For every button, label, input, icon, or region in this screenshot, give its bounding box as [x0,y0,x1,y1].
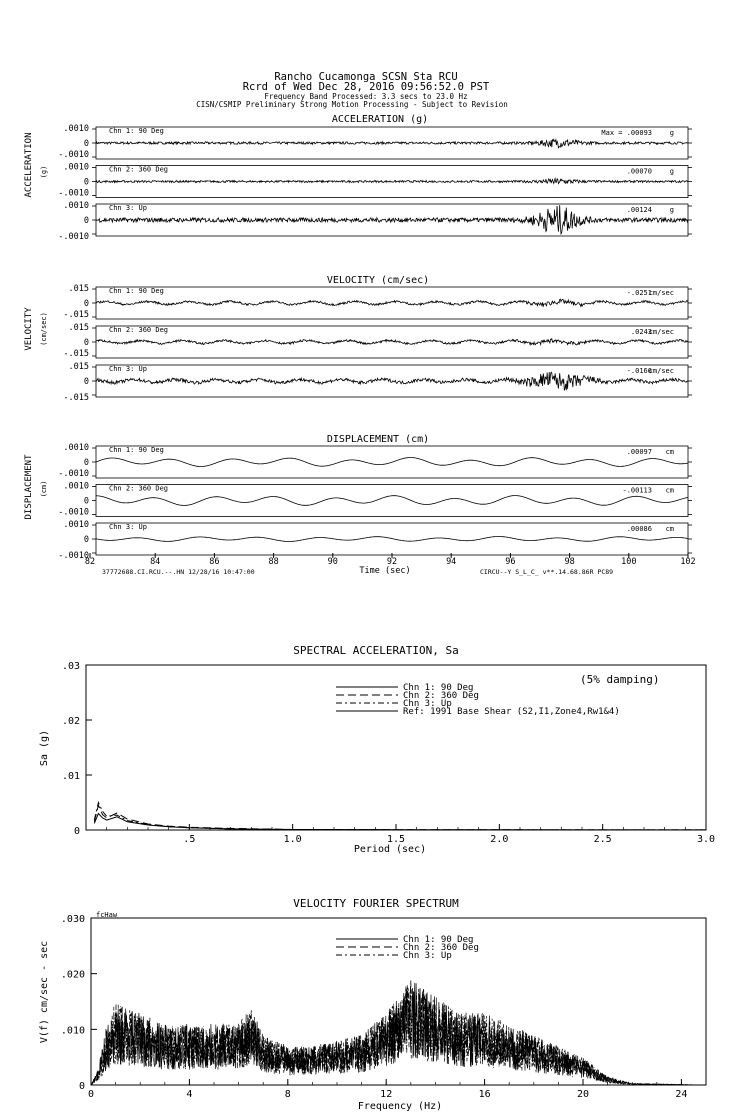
y-tick-label: -.0010 [58,551,89,561]
x-tick-label: 90 [327,557,338,567]
x-tick-label: 1.5 [386,834,406,845]
x-tick-label: 96 [505,557,516,567]
x-tick-label: 3.0 [696,834,716,845]
fourier-title: VELOCITY FOURIER SPECTRUM [293,897,459,910]
y-tick-label: -.015 [63,349,89,359]
y-tick-label: 0 [83,139,89,149]
x-tick-label: 86 [209,557,220,567]
sa-legend [336,683,620,717]
peak-unit: g [669,129,674,137]
y-tick-label: -.0010 [58,150,89,160]
legend-label: Chn 3: Up [403,951,452,961]
velocity-title: VELOCITY (cm/sec) [326,275,430,286]
channel-row [63,284,692,320]
channel-row [63,323,692,359]
peak-unit: g [669,167,674,176]
y-tick-label: .015 [68,362,89,372]
waveform-trace [96,205,688,234]
y-tick-label: .015 [68,323,89,333]
y-tick-label: -.0010 [58,469,89,479]
y-tick-label: .0010 [63,201,89,211]
y-tick-label: -.015 [63,393,89,403]
fourier-spectrum-chart [39,897,706,1112]
y-tick-label: .010 [60,1025,85,1037]
y-tick-label: 0 [83,535,89,545]
peak-unit: cm [665,448,674,456]
channel-name: Chn 1: 90 Deg [109,127,164,135]
channel-row [63,362,692,403]
x-tick-label: 16 [478,1089,491,1100]
waveform-trace [96,139,688,147]
channel-row [58,163,692,199]
velocity-channels [63,284,692,403]
velocity-yunit: (cm/sec) [40,312,48,346]
sa-series-line [94,805,706,830]
y-tick-label: .020 [60,969,85,981]
y-tick-label: .0010 [63,443,89,453]
legend-label: Ref: 1991 Base Shear (S2,I1,Zone4,Rw1&4) [403,707,620,717]
peak-value: -.0251 [626,289,652,297]
displacement-panel [24,434,696,576]
fourier-plot-frame [91,918,706,1085]
y-tick-label: 0 [83,177,89,188]
waveform-trace [96,372,688,391]
x-tick-label: 20 [576,1089,590,1100]
x-tick-label: 94 [446,557,457,567]
sa-ylabel: Sa (g) [39,729,50,767]
time-axis-label: Time (sec) [359,566,411,576]
y-tick-label: .0010 [63,162,89,173]
peak-unit: g [669,206,674,214]
fourier-corner-label: fcHaw [96,911,118,919]
fourier-legend [336,935,479,961]
y-tick-label: 0 [83,458,89,468]
legend-label: Chn 2: 360 Deg [403,943,479,953]
y-tick-label: .01 [61,771,80,782]
channel-frame [96,485,688,517]
channel-name: Chn 3: Up [109,204,147,212]
x-tick-label: 4 [186,1089,193,1100]
waveform-trace [96,339,688,345]
legend-label: Chn 2: 360 Deg [403,691,479,701]
velocity-ylabel: VELOCITY [24,307,34,351]
y-tick-label: 0 [78,1081,85,1092]
sa-title: SPECTRAL ACCELERATION, Sa [293,644,459,657]
acceleration-yunit: (g) [40,165,48,179]
channel-name: Chn 3: Up [109,365,147,373]
x-tick-label: 0 [87,1089,95,1100]
waveform-trace [96,299,688,306]
y-tick-label: 0 [83,377,89,387]
header-band: Frequency Band Processed: 3.3 secs to 23.0 Hz [264,92,468,101]
sa-damping-note: (5% damping) [580,673,660,686]
x-tick-label: 88 [268,557,279,567]
x-tick-label: 100 [621,557,637,567]
y-tick-label: .03 [61,661,80,672]
x-tick-label: 84 [150,557,161,567]
legend-label: Chn 1: 90 Deg [403,935,474,945]
fourier-curves [91,980,706,1085]
channel-name: Chn 1: 90 Deg [109,287,164,295]
y-tick-label: 0 [83,216,89,226]
channel-name: Chn 3: Up [109,523,147,531]
peak-value: .00086 [626,525,652,533]
header-record: Rcrd of Wed Dec 28, 2016 09:56:52.0 PST [242,81,490,93]
sa-curves [94,803,706,830]
peak-value: .0243 [630,328,652,336]
channel-frame [96,287,688,319]
peak-value: .00124 [626,206,652,214]
peak-value: .00097 [626,448,652,456]
y-tick-label: 0 [73,826,80,837]
y-tick-label: -.015 [63,310,89,320]
channel-row [58,124,692,160]
footer-right: CIRCU--Y S_L_C_ v**.14.68.86R PC89 [480,568,614,576]
channel-row [58,443,692,479]
peak-value: .00070 [626,167,652,176]
y-tick-label: .0010 [63,124,89,134]
peak-value: Max = .00093 [601,129,652,137]
x-tick-label: 1.0 [283,834,302,845]
sa-xlabel: Period (sec) [353,844,427,855]
acceleration-ylabel: ACCELERATION [24,132,34,198]
channel-frame [96,326,688,358]
sa-series-line [94,803,706,830]
header [196,71,508,109]
y-tick-label: -.0010 [58,507,89,518]
waveform-trace [96,537,688,542]
velocity-panel [24,275,692,403]
x-tick-label: 8 [284,1089,291,1100]
acceleration-channels [58,124,692,242]
x-tick-label: .5 [183,834,196,845]
channel-name: Chn 2: 360 Deg [109,326,169,334]
channel-name: Chn 2: 360 Deg [109,165,169,174]
displacement-ylabel: DISPLACEMENT [24,454,34,520]
sa-axes [62,661,715,845]
peak-unit: cm/sec [648,328,674,336]
peak-value: -.0166 [626,367,652,375]
y-tick-label: .015 [68,284,89,294]
x-tick-label: 2.5 [593,834,612,845]
y-tick-label: 0 [83,299,89,309]
acceleration-panel [24,114,692,242]
x-tick-label: 92 [386,557,398,567]
x-tick-label: 82 [84,557,96,567]
x-tick-label: 102 [680,557,696,567]
waveform-trace [96,496,688,506]
y-tick-label: 0 [83,338,89,348]
peak-unit: cm [665,525,674,533]
header-processing: CISN/CSMIP Preliminary Strong Motion Processing - Subject to Revision [196,100,508,109]
displacement-title: DISPLACEMENT (cm) [326,434,430,445]
legend-label: Chn 3: Up [403,699,452,709]
legend-label: Chn 1: 90 Deg [403,683,474,693]
displacement-channels [58,443,692,561]
spectral-acceleration-chart [39,644,715,855]
y-tick-label: .02 [61,716,80,727]
channel-row [58,520,692,561]
y-tick-label: 0 [83,496,89,507]
channel-row [58,482,692,518]
fourier-xlabel: Frequency (Hz) [357,1101,443,1112]
peak-unit: cm [665,486,674,495]
peak-value: -.00113 [622,486,652,495]
displacement-yunit: (cm) [40,480,48,498]
peak-unit: cm/sec [648,367,674,375]
y-tick-label: .030 [60,914,85,925]
x-tick-label: 24 [675,1089,688,1100]
waveform-trace [96,458,688,467]
peak-unit: cm/sec [648,289,674,297]
header-station: Rancho Cucamonga SCSN Sta RCU [274,71,458,83]
channel-name: Chn 1: 90 Deg [109,446,164,454]
y-tick-label: .0010 [63,481,89,492]
fourier-ylabel: V(f) cm/sec - sec [39,940,50,1044]
footer-left: 37772688.CI.RCU.--.HN 12/28/16 10:47:00 [102,568,255,576]
waveform-trace [96,179,688,184]
x-tick-label: 2.0 [490,834,509,845]
sa-plot-frame [86,665,706,830]
channel-row [58,201,692,242]
channel-name: Chn 2: 360 Deg [109,484,169,493]
x-tick-label: 12 [380,1089,393,1100]
y-tick-label: -.0010 [58,232,89,242]
acceleration-title: ACCELERATION (g) [331,114,429,125]
y-tick-label: .0010 [63,520,89,530]
x-tick-label: 98 [564,557,575,567]
y-tick-label: -.0010 [58,188,89,199]
